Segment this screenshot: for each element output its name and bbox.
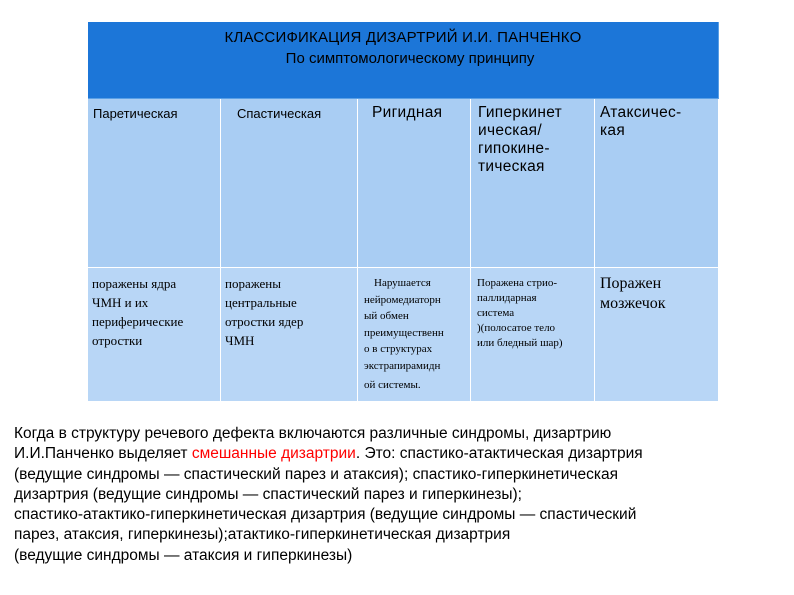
- type-hyperkinetic-line: тическая: [478, 158, 545, 175]
- paragraph-line: парез, атаксия, гиперкинезы);атактико-гиперкинетическая дизартрия: [14, 526, 511, 544]
- desc-line: Поражен: [600, 275, 662, 292]
- desc-hyperkinetic: [471, 268, 594, 401]
- type-hyperkinetic-line: ическая/: [478, 122, 542, 139]
- paragraph-line: Когда в структуру речевого дефекта включаются различные синдромы, дизартрию: [14, 425, 612, 442]
- desc-ataxic: [595, 268, 718, 401]
- paragraph-line: [14, 444, 789, 464]
- desc-line: периферические: [92, 314, 184, 329]
- desc-line: ЧМН и их: [92, 295, 149, 310]
- desc-line: ой системы.: [364, 379, 421, 391]
- desc-line: или бледный шар): [477, 337, 563, 349]
- mixed-dysarthria-paragraph: [14, 424, 789, 566]
- type-rigid: [358, 99, 470, 267]
- desc-line: )(полосатое тело: [477, 322, 556, 334]
- paragraph-line: (ведущие синдромы — атаксия и гиперкинезы): [14, 546, 353, 564]
- desc-line: экстрапирамидн: [364, 359, 441, 372]
- type-hyperkinetic-line: гипокине-: [478, 140, 550, 157]
- desc-rigid: [358, 268, 470, 401]
- paragraph-text: И.И.Панченко выделяет: [14, 445, 192, 463]
- desc-line: отростки: [92, 333, 143, 348]
- type-paretic-label: Паретическая: [93, 106, 178, 121]
- desc-line: ЧМН: [225, 333, 255, 348]
- desc-line: Нарушается: [374, 277, 431, 289]
- type-ataxic-line: Атаксичес-: [600, 104, 682, 121]
- paragraph-text: . Это: спастико-атактическая дизартрия: [355, 445, 643, 463]
- type-ataxic: [595, 99, 718, 267]
- desc-line: ый обмен: [364, 310, 409, 322]
- desc-line: Поражена стрио-: [477, 277, 558, 289]
- type-hyperkinetic: [471, 99, 594, 267]
- desc-line: поражены: [225, 276, 281, 291]
- highlighted-term: смешанные дизартрии: [191, 445, 356, 463]
- desc-line: поражены ядра: [92, 276, 177, 291]
- desc-spastic: [221, 268, 357, 401]
- desc-line: паллидарная: [477, 292, 537, 304]
- classification-title: КЛАССИФИКАЦИЯ ДИЗАРТРИЙ И.И. ПАНЧЕНКО: [224, 29, 582, 46]
- paragraph-line: (ведущие синдромы — спастический парез и атаксия); спастико-гиперкинетическая: [14, 465, 618, 483]
- type-paretic: [88, 99, 220, 267]
- desc-line: отростки ядер: [225, 314, 304, 329]
- desc-paretic: [88, 268, 220, 401]
- classification-subtitle: По симптомологическому принципу: [285, 50, 535, 67]
- type-rigid-label: Ригидная: [372, 104, 443, 121]
- type-ataxic-line: кая: [600, 122, 626, 139]
- paragraph-line: дизартрия (ведущие синдромы — спастический парез и гиперкинезы);: [14, 485, 522, 503]
- type-spastic: [221, 99, 357, 267]
- desc-line: преимущественн: [364, 326, 444, 339]
- desc-line: мозжечок: [600, 295, 666, 312]
- paragraph-line: спастико-атактико-гиперкинетическая дизартрия (ведущие синдромы — спастический: [14, 506, 637, 524]
- type-hyperkinetic-line: Гиперкинет: [478, 104, 563, 121]
- type-spastic-label: Спастическая: [237, 106, 322, 121]
- desc-line: система: [477, 307, 515, 319]
- desc-line: о в структурах: [364, 343, 433, 355]
- table-header: [88, 22, 719, 99]
- desc-line: центральные: [225, 295, 297, 310]
- desc-line: нейромедиаторн: [364, 293, 441, 306]
